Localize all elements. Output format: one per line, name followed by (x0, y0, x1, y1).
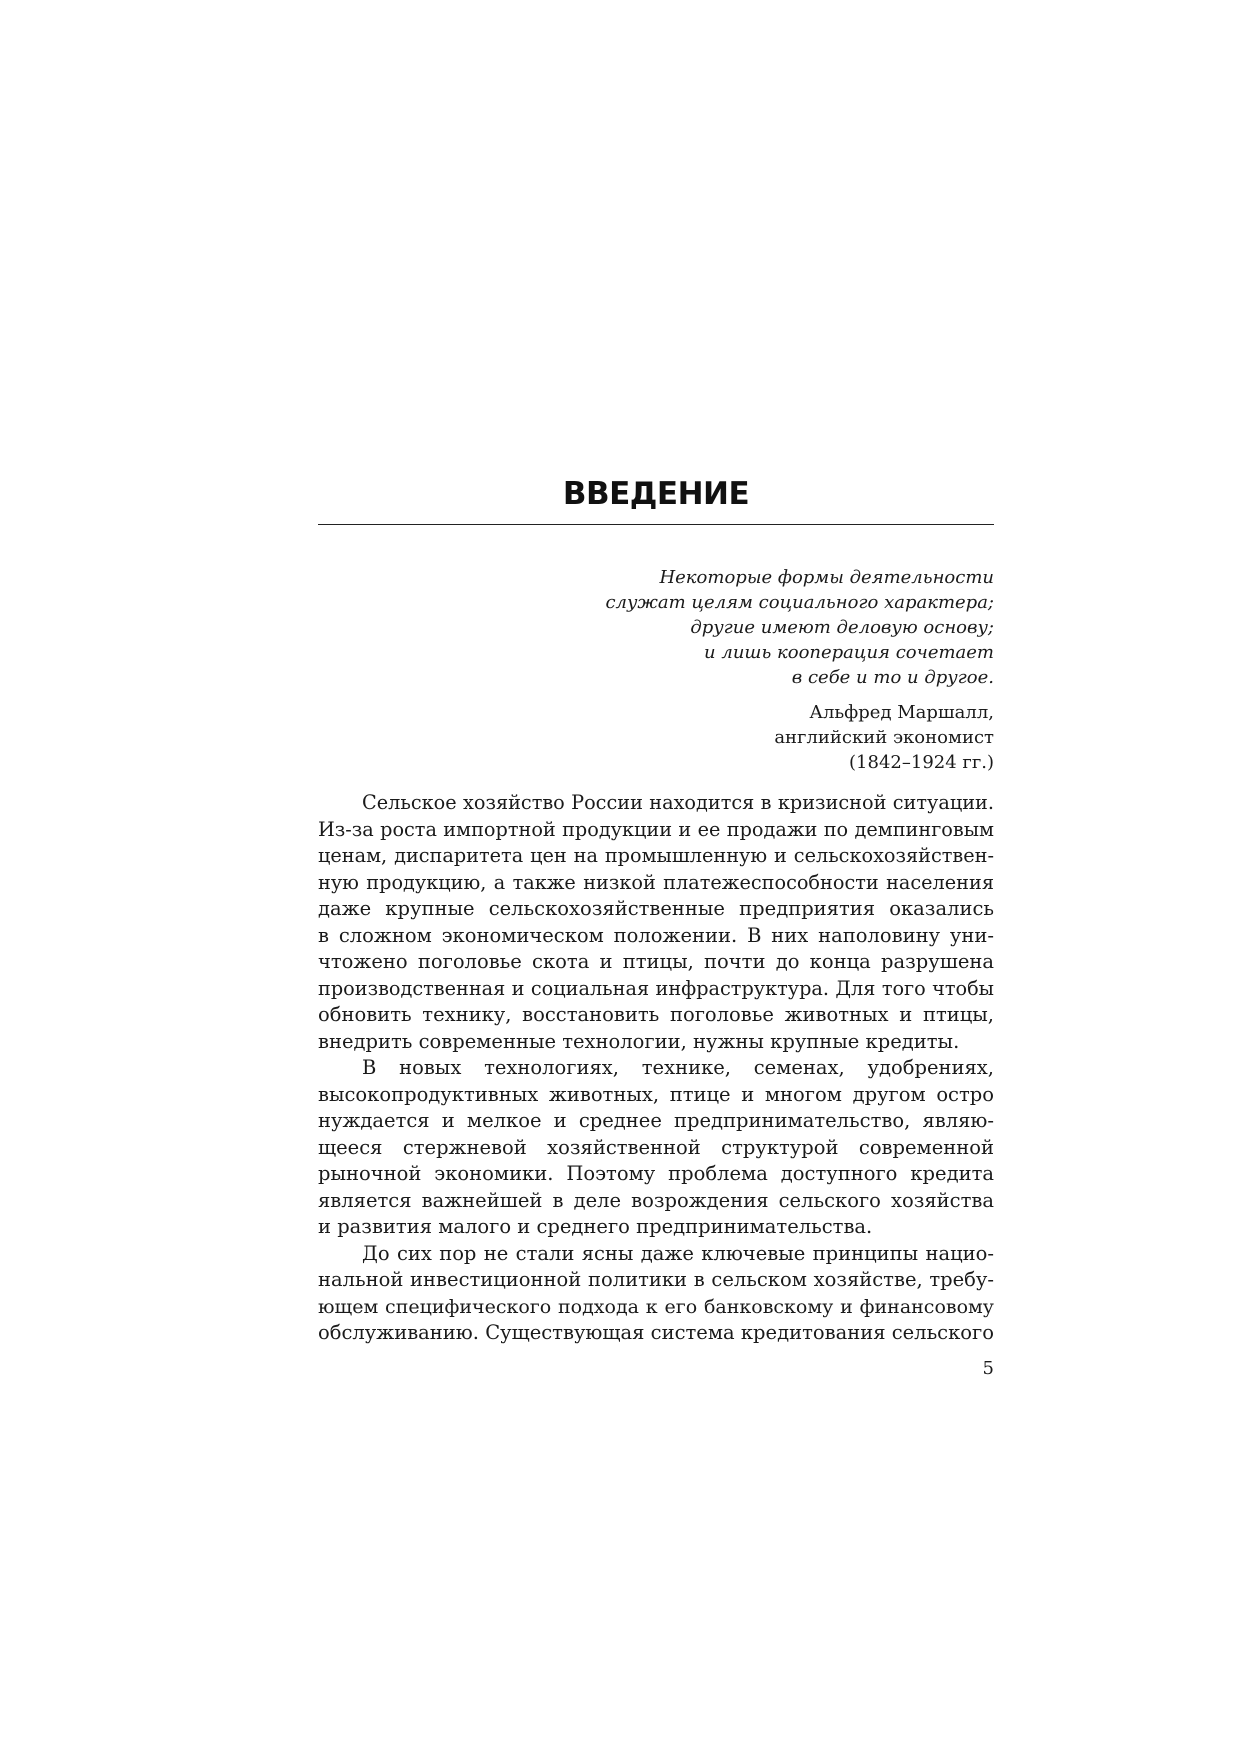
paragraph-1 (318, 790, 994, 1055)
epigraph-author-name: Альфред Маршалл, (809, 702, 994, 723)
text-line: высокопродуктивных животных, птице и многом другом остро (318, 1082, 994, 1106)
epigraph-quote-line: другие имеют деловую основу; (690, 617, 994, 638)
epigraph-quote-line: в себе и то и другое. (791, 667, 994, 688)
text-line: рыночной экономики. Поэтому проблема доступного кредита (318, 1162, 994, 1185)
text-line: производственная и социальная инфраструктура. Для того чтобы (318, 976, 994, 1000)
text-line: внедрить современные технологии, нужны крупные кредиты. (318, 1029, 960, 1053)
text-line: Из-за роста импортной продукции и ее продажи по демпинговым (318, 817, 994, 841)
text-line: В новых технологиях, технике, семенах, удобрениях, (362, 1056, 994, 1079)
text-line: ценам, диспаритета цен на промышленную и сельскохозяйствен- (318, 844, 994, 867)
chapter-title: ВВЕДЕНИЕ (562, 476, 750, 512)
text-line: нуждается и мелкое и среднее предпринимательство, являю- (318, 1109, 994, 1132)
text-line: обслуживанию. Существующая система кредитования сельского (318, 1321, 994, 1344)
text-line: щееся стержневой хозяйственной структурой современной (318, 1135, 994, 1159)
page-number: 5 (982, 1357, 994, 1379)
text-line: и развития малого и среднего предпринимательства. (318, 1215, 873, 1238)
text-line: является важнейшей в деле возрождения сельского хозяйства (318, 1188, 994, 1212)
text-line: чтожено поголовье скота и птицы, почти до конца разрушена (318, 950, 994, 973)
epigraph-quote-line: и лишь кооперация сочетает (704, 642, 994, 663)
text-line: Сельское хозяйство России находится в кризисной ситуации. (362, 791, 994, 814)
text-line: в сложном экономическом положении. В них наполовину уни- (318, 923, 994, 947)
epigraph-author-role: английский экономист (774, 727, 994, 748)
epigraph-author (318, 700, 994, 775)
epigraph-quote (318, 565, 994, 690)
text-line: нальной инвестиционной политики в сельском хозяйстве, требу- (318, 1268, 994, 1291)
epigraph (318, 565, 994, 775)
paragraph-2 (318, 1055, 994, 1241)
epigraph-quote-line: Некоторые формы деятельности (659, 567, 994, 588)
text-line: ную продукцию, а также низкой платежеспособности населения (318, 870, 994, 894)
text-line: обновить технику, восстановить поголовье животных и птицы, (318, 1003, 994, 1026)
body-text (318, 790, 994, 1347)
epigraph-author-years: (1842–1924 гг.) (849, 752, 994, 773)
epigraph-quote-line: служат целям социального характера; (605, 592, 994, 613)
page-content (318, 472, 994, 1381)
paragraph-3 (318, 1241, 994, 1347)
text-line: До сих пор не стали ясны даже ключевые принципы нацио- (362, 1241, 994, 1265)
title-rule (318, 524, 994, 525)
text-line: ющем специфического подхода к его банковскому и финансовому (318, 1295, 994, 1318)
text-line: даже крупные сельскохозяйственные предприятия оказались (318, 897, 994, 920)
